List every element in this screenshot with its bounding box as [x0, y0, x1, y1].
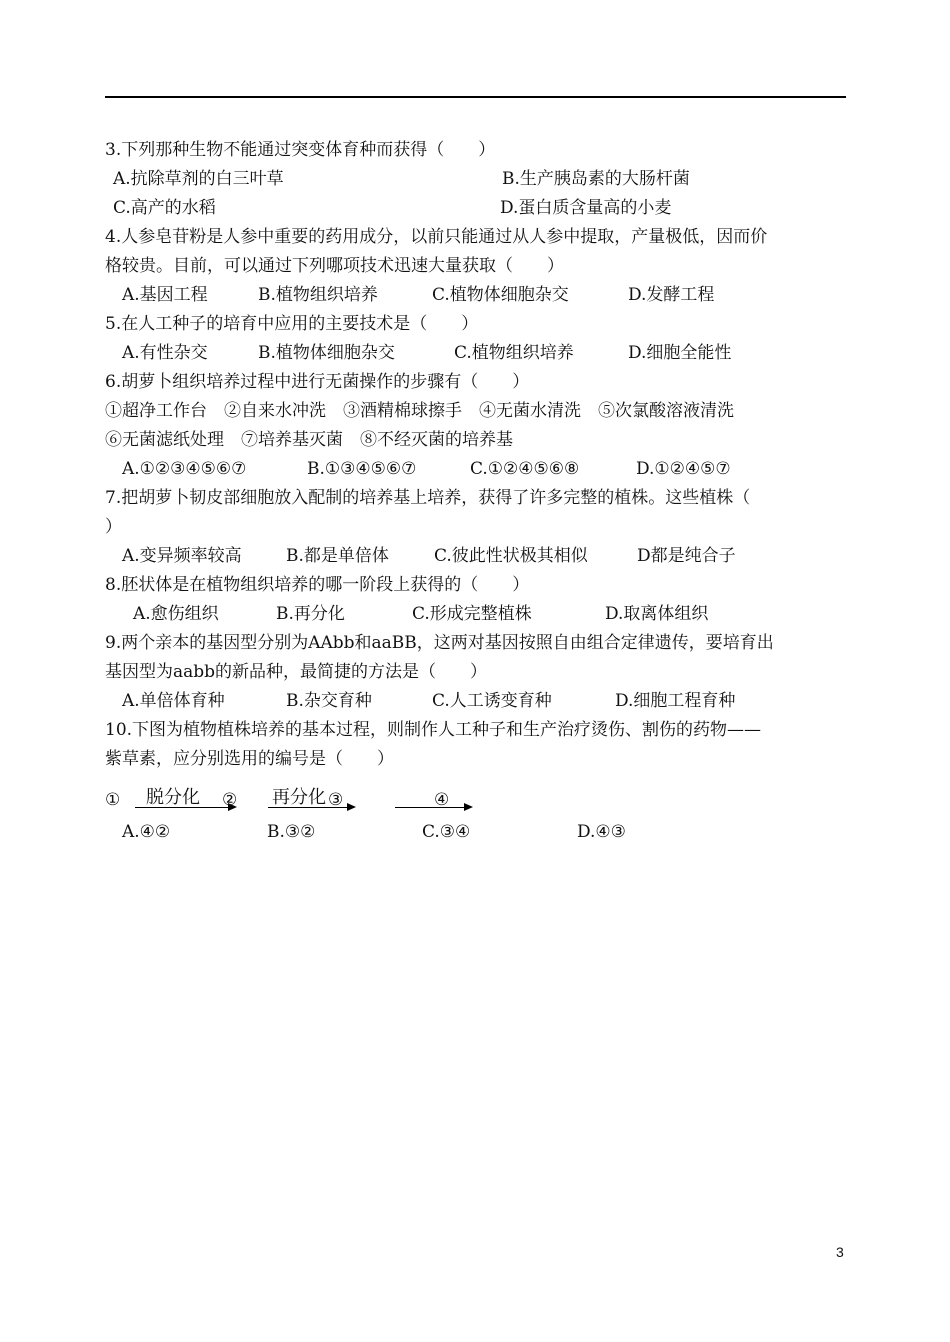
header-rule — [105, 96, 846, 98]
q5-option-d: D.细胞全能性 — [628, 343, 732, 363]
q5-option-c: C.植物组织培养 — [454, 343, 574, 363]
q7-option-d: D都是纯合子 — [637, 546, 736, 566]
q10-option-a: A.④② — [122, 822, 171, 842]
q6-steps-line2: ⑥无菌滤纸处理 ⑦培养基灭菌 ⑧不经灭菌的培养基 — [105, 430, 513, 450]
diagram-node-1: ① — [105, 790, 121, 810]
q8-option-c: C.形成完整植株 — [412, 604, 532, 624]
q6-option-c: C.①②④⑤⑥⑧ — [470, 459, 580, 479]
q4-option-d: D.发酵工程 — [628, 285, 715, 305]
q3-option-a: A.抗除草剂的白三叶草 — [113, 169, 284, 189]
q4-option-c: C.植物体细胞杂交 — [432, 285, 569, 305]
diagram-arrow-1 — [135, 807, 229, 808]
q8-option-d: D.取离体组织 — [605, 604, 709, 624]
q3-stem: 3.下列那种生物不能通过突变体育种而获得（ ） — [105, 140, 496, 160]
q10-option-d: D.④③ — [577, 822, 626, 842]
q4-stem-line2: 格较贵。目前，可以通过下列哪项技术迅速大量获取（ ） — [105, 256, 564, 276]
q7-stem-line2: ） — [105, 517, 122, 537]
diagram-node-2: ② — [222, 790, 238, 810]
q10-option-c: C.③④ — [422, 822, 471, 842]
q5-stem: 5.在人工种子的培育中应用的主要技术是（ ） — [105, 314, 479, 334]
q7-option-a: A.变异频率较高 — [122, 546, 242, 566]
q4-stem-line1: 4.人参皂苷粉是人参中重要的药用成分，以前只能通过从人参中提取，产量极低，因而价 — [105, 227, 768, 247]
q5-option-b: B.植物体细胞杂交 — [258, 343, 395, 363]
q9-option-a: A.单倍体育种 — [122, 691, 225, 711]
q3-option-d: D.蛋白质含量高的小麦 — [500, 198, 672, 218]
diagram-label-redifferentiation: 再分化 — [272, 787, 326, 808]
diagram-arrow-3 — [395, 807, 465, 808]
q9-stem-line1: 9.两个亲本的基因型分别为AAbb和aaBB，这两对基因按照自由组合定律遗传，要培育出 — [105, 633, 774, 653]
diagram-node-4: ④ — [434, 790, 450, 810]
q9-option-d: D.细胞工程育种 — [615, 691, 736, 711]
q9-stem-line2: 基因型为aabb的新品种，最简捷的方法是（ ） — [105, 662, 488, 682]
q10-stem-line1: 10.下图为植物植株培养的基本过程，则制作人工种子和生产治疗烫伤、割伤的药物—— — [105, 720, 762, 740]
q5-option-a: A.有性杂交 — [122, 343, 208, 363]
q10-option-b: B.③② — [267, 822, 316, 842]
q8-option-b: B.再分化 — [276, 604, 345, 624]
q9-option-b: B.杂交育种 — [286, 691, 372, 711]
q3-option-c: C.高产的水稻 — [113, 198, 216, 218]
q6-option-d: D.①②④⑤⑦ — [636, 459, 731, 479]
q7-option-c: C.彼此性状极其相似 — [434, 546, 588, 566]
q4-option-b: B.植物组织培养 — [258, 285, 378, 305]
q7-stem-line1: 7.把胡萝卜韧皮部细胞放入配制的培养基上培养，获得了许多完整的植株。这些植株（ — [105, 488, 751, 508]
q6-option-a: A.①②③④⑤⑥⑦ — [122, 459, 247, 479]
q6-steps-line1: ①超净工作台 ②自来水冲洗 ③酒精棉球擦手 ④无菌水清洗 ⑤次氯酸溶液清洗 — [105, 401, 734, 421]
q8-option-a: A.愈伤组织 — [133, 604, 219, 624]
diagram-node-3: ③ — [328, 790, 344, 810]
q4-option-a: A.基因工程 — [122, 285, 208, 305]
q10-stem-line2: 紫草素，应分别选用的编号是（ ） — [105, 749, 394, 769]
q6-stem: 6.胡萝卜组织培养过程中进行无菌操作的步骤有（ ） — [105, 372, 530, 392]
q9-option-c: C.人工诱变育种 — [432, 691, 552, 711]
page-number: 3 — [836, 1244, 844, 1260]
q3-option-b: B.生产胰岛素的大肠杆菌 — [502, 169, 690, 189]
q6-option-b: B.①③④⑤⑥⑦ — [307, 459, 417, 479]
diagram-label-dedifferentiation: 脱分化 — [146, 787, 200, 808]
q8-stem: 8.胚状体是在植物组织培养的哪一阶段上获得的（ ） — [105, 575, 530, 595]
q7-option-b: B.都是单倍体 — [286, 546, 389, 566]
